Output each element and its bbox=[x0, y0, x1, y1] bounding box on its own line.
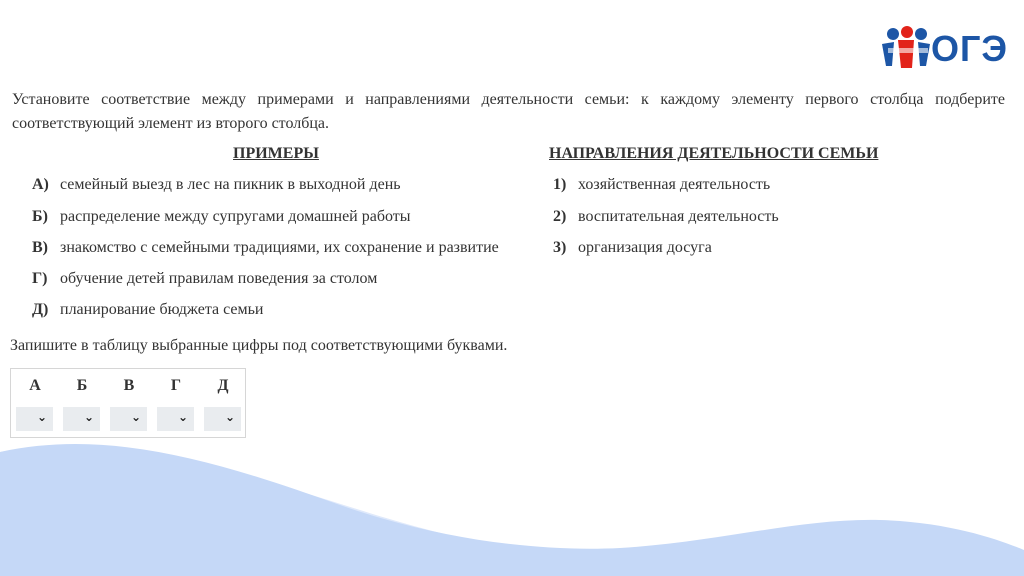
example-text: планирование бюджета семьи bbox=[60, 301, 264, 318]
answer-table bbox=[10, 368, 246, 438]
answer-select-d[interactable] bbox=[204, 407, 241, 431]
chevron-down-icon: ⌄ bbox=[83, 410, 94, 424]
chevron-down-icon: ⌄ bbox=[177, 410, 188, 424]
example-text: семейный выезд в лес на пикник в выходной день bbox=[60, 176, 401, 193]
direction-text: организация досуга bbox=[578, 239, 712, 256]
answer-select-g[interactable] bbox=[157, 407, 194, 431]
example-key: А) bbox=[32, 176, 49, 193]
direction-key: 1) bbox=[553, 176, 567, 193]
chevron-down-icon: ⌄ bbox=[36, 410, 47, 424]
answer-select-a[interactable] bbox=[16, 407, 53, 431]
direction-text: воспитательная деятельность bbox=[578, 208, 779, 225]
examples-header: ПРИМЕРЫ bbox=[233, 145, 319, 162]
answer-letter: Б bbox=[76, 377, 88, 394]
task-instruction: Установите соответствие между примерами и направлениями деятельности семьи: к каждому элементу первого столбца подберите соответствующий элемент из второго столбца. bbox=[12, 91, 1005, 132]
example-key: Б) bbox=[32, 208, 48, 225]
answer-letter: В bbox=[123, 377, 135, 394]
chevron-down-icon: ⌄ bbox=[224, 410, 235, 424]
logo-text: ОГЭ bbox=[931, 28, 1009, 69]
example-text: распределение между супругами домашней работы bbox=[60, 208, 411, 225]
example-text: знакомство с семейными традициями, их сохранение и развитие bbox=[60, 239, 499, 256]
answer-letter: Д bbox=[217, 377, 229, 394]
answer-select-v[interactable] bbox=[110, 407, 147, 431]
example-key: Г) bbox=[32, 270, 48, 287]
directions-header: НАПРАВЛЕНИЯ ДЕЯТЕЛЬНОСТИ СЕМЬИ bbox=[549, 145, 879, 162]
direction-text: хозяйственная деятельность bbox=[578, 176, 771, 193]
chevron-down-icon: ⌄ bbox=[130, 410, 141, 424]
answer-letter: Г bbox=[170, 377, 182, 394]
direction-key: 3) bbox=[553, 239, 567, 256]
direction-key: 2) bbox=[553, 208, 567, 225]
example-text: обучение детей правилам поведения за столом bbox=[60, 270, 378, 287]
example-key: В) bbox=[32, 239, 48, 256]
example-key: Д) bbox=[32, 301, 49, 318]
answer-select-b[interactable] bbox=[63, 407, 100, 431]
answer-instruction: Запишите в таблицу выбранные цифры под соответствующими буквами. bbox=[10, 337, 508, 354]
answer-letter: А bbox=[29, 377, 41, 394]
